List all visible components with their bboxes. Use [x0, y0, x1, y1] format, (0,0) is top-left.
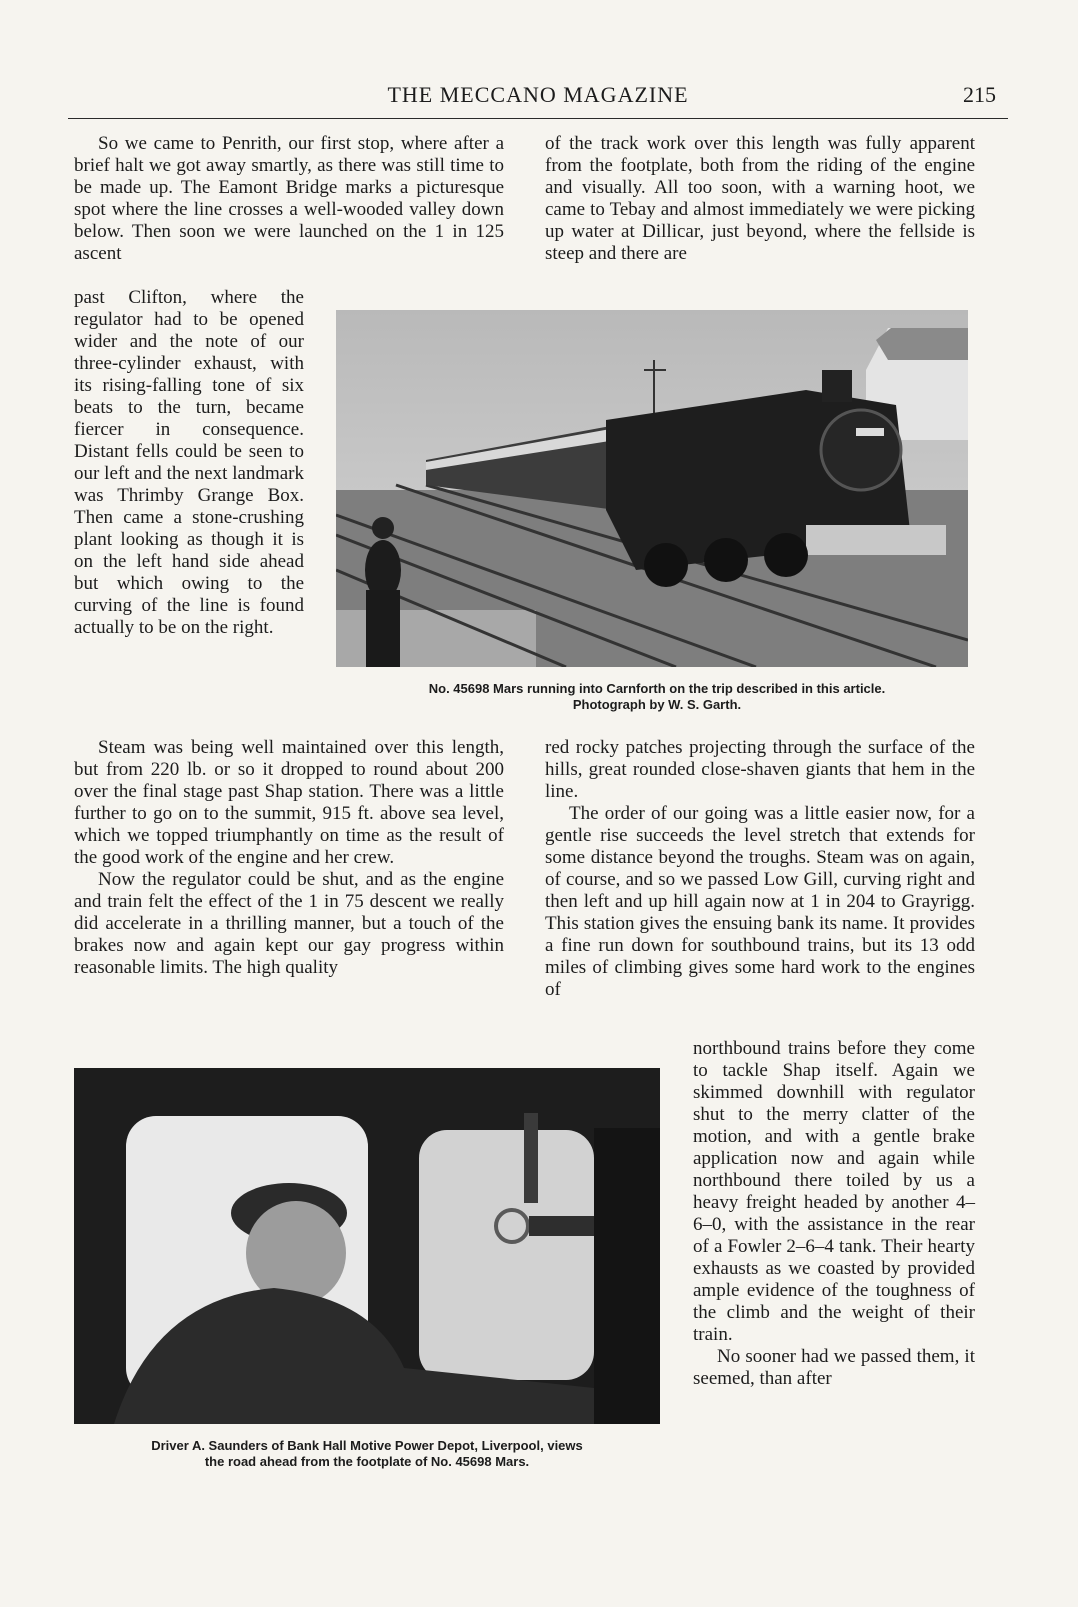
page-number: 215 [963, 82, 996, 107]
article-col1-mid [74, 737, 504, 979]
caption-line: Driver A. Saunders of Bank Hall Motive Power Depot, Liverpool, views [151, 1438, 583, 1453]
driver-image [74, 1068, 660, 1424]
driver-photo-caption [64, 1438, 670, 1470]
paragraph: red rocky patches projecting through the surface of the hills, great rounded close-shaven giants that hem in the line. [545, 737, 975, 802]
train-photo-caption [336, 681, 978, 713]
caption-line: No. 45698 Mars running into Carnforth on the trip described in this article. [428, 681, 886, 696]
locomotive-image [336, 310, 968, 667]
article-col2-narrow [693, 1038, 975, 1390]
magazine-title: THE MECCANO MAGAZINE [387, 82, 689, 107]
article-col2-mid [545, 737, 975, 1001]
paragraph: past Clifton, where the regulator had to be opened wider and the note of our three-cylinder exhaust, with its rising-falling tone of six beats to the turn, became fiercer in consequence. Distant fells could be seen to our left and the next landmark was Thrimby Grange Box. Then came a stone-crushing plant looking as though it is on the left hand side ahead but which owing to the curving of the line is found actually to be on the right. [74, 287, 304, 638]
paragraph: of the track work over this length was fully apparent from the footplate, both from the riding of the engine and visually. All too soon, with a warning hoot, we came to Tebay and almost immediately we were picking up water at Dillicar, just beyond, where the fellside is steep and there are [545, 133, 975, 264]
paragraph: northbound trains before they come to tackle Shap itself. Again we skimmed downhill with regulator shut to the merry clatter of the motion, and with a gentle brake application now and again while northbound there toiled by us a heavy freight headed by another 4–6–0, with the assistance in the rear of a Fowler 2–6–4 tank. Their hearty exhausts as we coasted by provided ample evidence of the toughness of the climb and the weight of their train. [693, 1038, 975, 1345]
paragraph: No sooner had we passed them, it seemed, than after [693, 1346, 975, 1389]
article-col1-top [74, 133, 504, 265]
article-col2-top [545, 133, 975, 265]
article-col1-narrow [74, 287, 304, 639]
paragraph: So we came to Penrith, our first stop, where after a brief halt we got away smartly, as there was still time to be made up. The Eamont Bridge marks a picturesque spot where the line crosses a well-wooded valley down below. Then soon we were launched on the 1 in 125 ascent [74, 133, 504, 264]
paragraph: Steam was being well maintained over this length, but from 220 lb. or so it dropped to round about 200 over the final stage past Shap station. There was a little further to go on to the summit, 915 ft. above sea level, which we topped triumphantly on time as the result of the good work of the engine and her crew. [74, 737, 504, 868]
train-photo [336, 310, 968, 667]
page-header [68, 78, 1008, 119]
caption-line: Photograph by W. S. Garth. [572, 697, 742, 712]
driver-photo [74, 1068, 660, 1424]
paragraph: The order of our going was a little easier now, for a gentle rise succeeds the level stretch that extends for some distance beyond the troughs. Steam was on again, of course, and so we passed Low Gill, curving right and then left and up hill again now at 1 in 204 to Grayrigg. This station gives the ensuing bank its name. It provides a fine run down for southbound trains, but its 13 odd miles of climbing gives some hard work to the engines of [545, 803, 975, 1000]
caption-line: the road ahead from the footplate of No. 45698 Mars. [204, 1454, 530, 1469]
paragraph: Now the regulator could be shut, and as the engine and train felt the effect of the 1 in 75 descent we really did accelerate in a thrilling manner, but a touch of the brakes now and again kept our gay progress within reasonable limits. The high quality [74, 869, 504, 978]
